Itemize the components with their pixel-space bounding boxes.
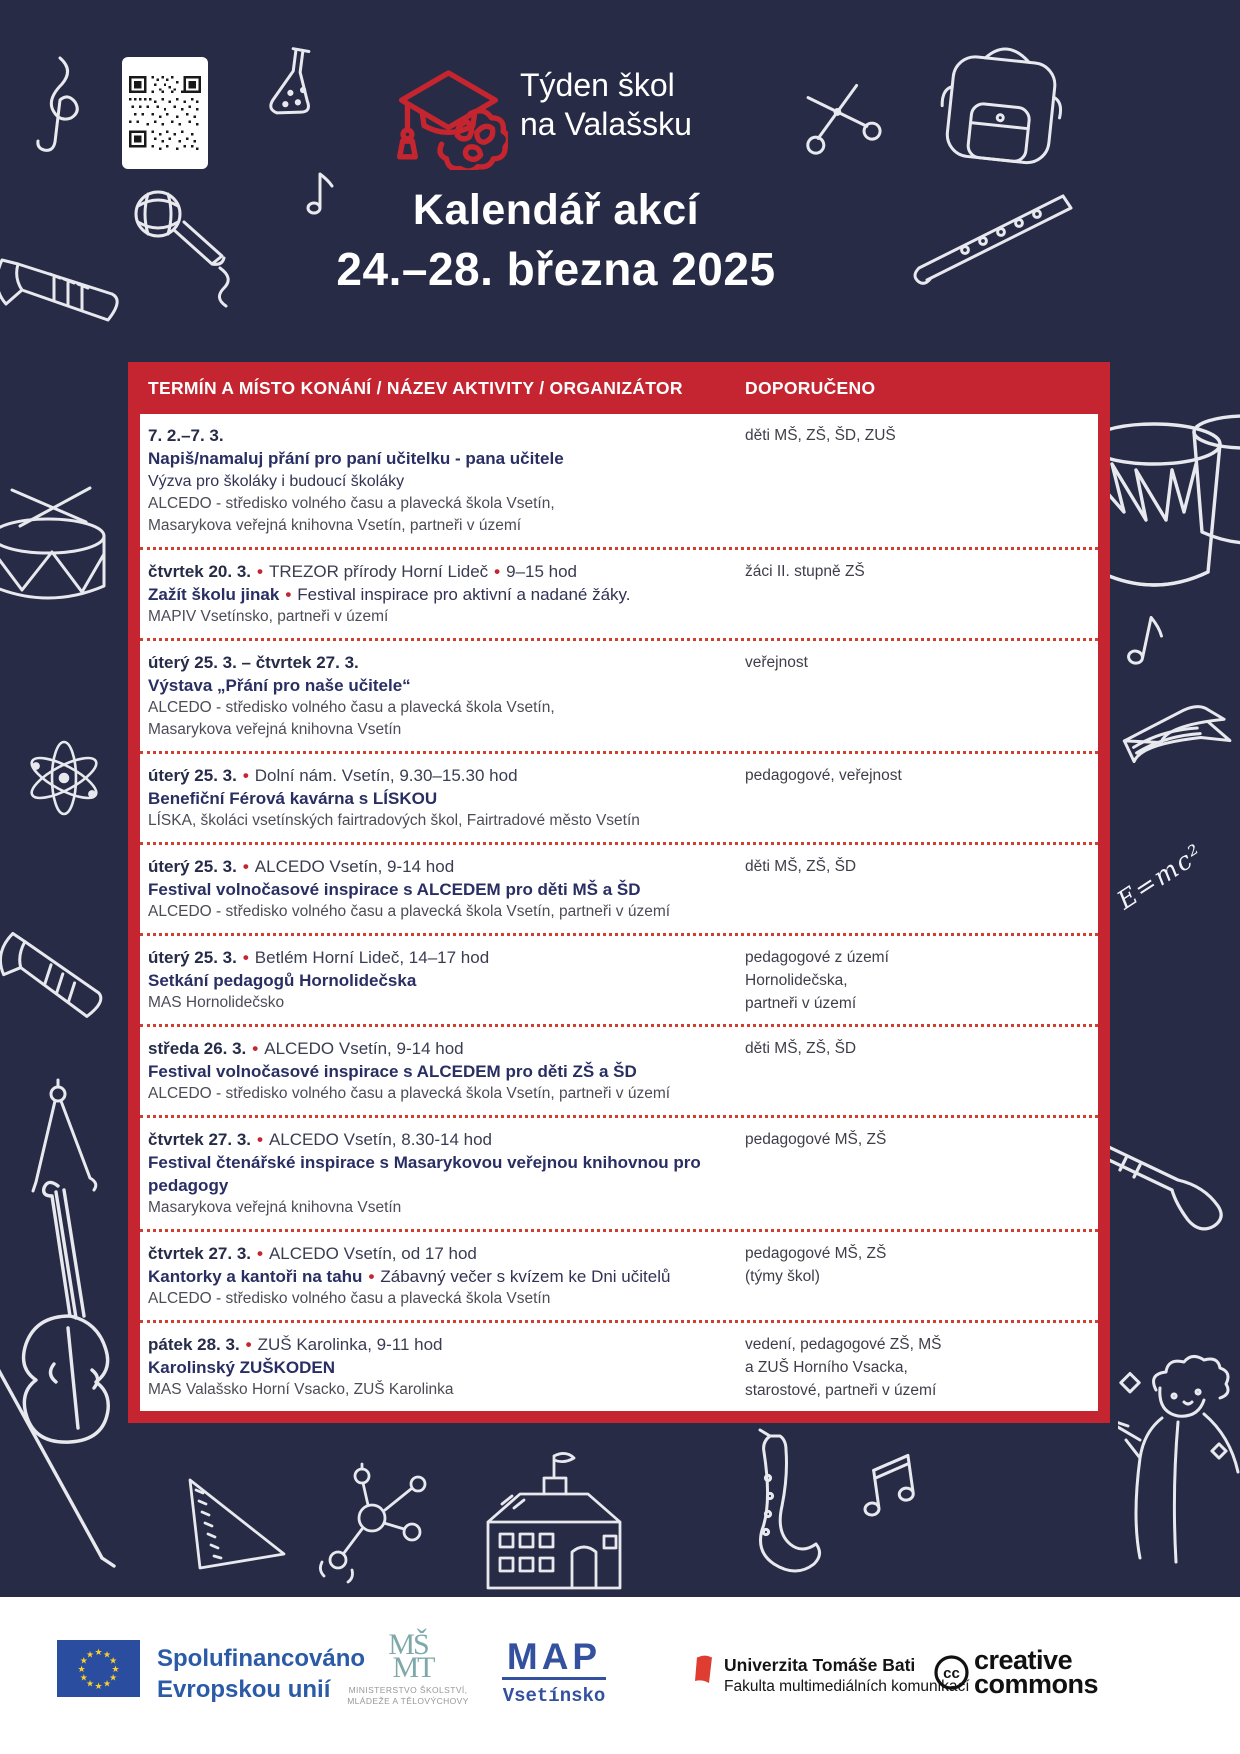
eu-label-line2: Evropskou unií (157, 1676, 331, 1703)
event-recommended (745, 424, 1098, 447)
msmt-logo (343, 1628, 473, 1707)
event-title: Karolinský ZUŠKODEN (148, 1358, 336, 1377)
event-organizer: LÍSKA, školáci vsetínských fairtradových škol, Fairtradové město Vsetín (148, 812, 640, 829)
event-recommended-line: vedení, pedagogové ZŠ, MŠ (745, 1336, 942, 1353)
svg-text:★: ★ (111, 1665, 120, 1675)
svg-text:★: ★ (94, 1648, 103, 1658)
qr-code (122, 57, 208, 169)
violin-with-bow-icon (0, 1178, 137, 1578)
event-title: Zažít školu jinak (148, 585, 280, 604)
map-acronym: MAP (506, 1636, 602, 1677)
msmt-monogram (343, 1628, 473, 1684)
event-date: úterý 25. 3. – čtvrtek 27. 3. (148, 653, 359, 672)
svg-text:★: ★ (94, 1682, 103, 1692)
event-title: Festival volnočasové inspirace s ALCEDEM pro děti MŠ a ŠD (148, 880, 641, 899)
event-title-line (148, 1060, 726, 1083)
event-recommended (745, 855, 1098, 878)
emc2-formula: E=mc² (1111, 837, 1210, 916)
event-title-line (148, 787, 726, 810)
event-left-column (148, 946, 726, 1014)
event-row (140, 547, 1098, 638)
creative-commons-logo (933, 1645, 1099, 1699)
events-table (128, 362, 1110, 1423)
event-recommended (745, 1128, 1098, 1151)
utb-line2: Fakulta multimediálních komunikací (724, 1678, 970, 1695)
event-left-column (148, 1128, 726, 1219)
event-date-line (148, 1333, 726, 1356)
msmt-caption: MINISTERSTVO ŠKOLSTVÍ, MLÁDEŽE A TĚLOVÝCHOVY (347, 1685, 469, 1706)
table-body (140, 414, 1098, 1411)
conductor-figure-icon (1118, 1330, 1240, 1595)
event-row (140, 751, 1098, 842)
event-location: ALCEDO Vsetín, 9-14 hod (264, 1039, 464, 1058)
event-title-line (148, 1265, 726, 1288)
utb-line1: Univerzita Tomáše Bati (724, 1655, 916, 1675)
event-title-suffix: Festival inspirace pro aktivní a nadané žáky. (297, 585, 631, 604)
event-organizer: ALCEDO - středisko volného času a plavecká škola Vsetín, (148, 495, 555, 512)
event-organizer: MAPIV Vsetínsko, partneři v území (148, 608, 389, 625)
event-title: Kantorky a kantoři na tahu (148, 1267, 363, 1286)
event-left-column (148, 424, 726, 537)
event-recommended-line: pedagogové, veřejnost (745, 767, 902, 784)
event-date-line (148, 651, 726, 674)
cc-wordmark: creative commons (974, 1645, 1099, 1699)
event-subtitle: Výzva pro školáky i budoucí školáky (148, 473, 405, 490)
event-organizer: ALCEDO - středisko volného času a plavecká škola Vsetín, partneři v území (148, 903, 671, 920)
title-line1: Kalendář akcí (412, 186, 700, 234)
event-organizer: Masarykova veřejná knihovna Vsetín (148, 1199, 402, 1216)
event-recommended-line: Hornolidečska, (745, 972, 848, 989)
map-vsetinsko-logo (500, 1636, 608, 1707)
event-left-column (148, 1242, 726, 1310)
svg-text:★: ★ (102, 1679, 112, 1690)
event-recommended-line: a ZUŠ Horního Vsacka, (745, 1359, 908, 1376)
bullet-separator: • (257, 562, 263, 581)
event-row (140, 638, 1098, 751)
event-recommended-line: děti MŠ, ZŠ, ŠD, ZUŠ (745, 427, 896, 444)
cc-badge-icon (933, 1654, 970, 1691)
svg-text:★: ★ (85, 1650, 95, 1661)
event-location: ZUŠ Karolinka, 9-11 hod (257, 1335, 443, 1354)
atom-icon (22, 736, 106, 820)
event-location: Dolní nám. Vsetín, 9.30–15.30 hod (254, 766, 518, 785)
event-recommended (745, 1242, 1098, 1288)
event-title-line (148, 969, 726, 992)
event-title-line (148, 583, 726, 606)
event-date-line (148, 560, 726, 583)
eu-flag-icon (57, 1640, 140, 1697)
book-icon (1112, 698, 1240, 794)
event-title: Benefiční Férová kavárna s LÍSKOU (148, 789, 438, 808)
event-row (140, 1229, 1098, 1320)
svg-text:★: ★ (85, 1679, 95, 1690)
event-recommended-line: děti MŠ, ZŠ, ŠD (745, 858, 857, 875)
molecule-icon (308, 1462, 438, 1592)
event-date: úterý 25. 3. (148, 948, 237, 967)
scissors-icon (798, 80, 886, 156)
svg-text:★: ★ (79, 1673, 88, 1684)
event-date-line (148, 424, 726, 447)
saxophone-icon (726, 1426, 836, 1594)
flask-icon (258, 42, 336, 138)
graduation-cap-flower-icon (386, 50, 508, 170)
event-row (140, 1024, 1098, 1115)
event-date: úterý 25. 3. (148, 766, 237, 785)
event-recommended-line: pedagogové MŠ, ZŠ (745, 1245, 887, 1262)
event-date-line (148, 1037, 726, 1060)
event-recommended-line: žáci II. stupně ZŠ (745, 563, 865, 580)
event-title-line (148, 1356, 726, 1379)
event-recommended-line: starostové, partneři v území (745, 1382, 937, 1399)
event-title-line (148, 1151, 726, 1197)
bullet-separator: • (368, 1267, 375, 1286)
event-date-line (148, 1128, 726, 1151)
event-title: Festival volnočasové inspirace s ALCEDEM pro děti ZŠ a ŠD (148, 1062, 637, 1081)
event-organizer: ALCEDO - středisko volného času a plavecká škola Vsetín, (148, 699, 555, 716)
event-recommended-line: pedagogové MŠ, ZŠ (745, 1131, 887, 1148)
event-recommended-line: veřejnost (745, 654, 808, 671)
bullet-separator: • (242, 766, 249, 785)
eu-label-line1: Spolufinancováno (157, 1645, 366, 1672)
event-title: Napiš/namaluj přání pro paní učitelku - pana učitele (148, 449, 564, 468)
school-building-icon (462, 1440, 647, 1595)
column-header-doporuceno: DOPORUČENO (745, 378, 876, 398)
msmt-monogram-bottom: MT (392, 1651, 434, 1684)
event-date: čtvrtek 20. 3. (148, 562, 252, 581)
brand-line2: na Valašsku (520, 106, 692, 142)
bullet-separator: • (257, 1130, 263, 1149)
event-row (140, 1115, 1098, 1229)
event-date: čtvrtek 27. 3. (148, 1244, 252, 1263)
event-location: Betlém Horní Lideč, 14–17 hod (254, 948, 490, 967)
qr-pattern (129, 66, 201, 160)
event-organizer: MAS Valašsko Horní Vsacko, ZUŠ Karolinka (148, 1381, 454, 1398)
music-notes-pair-icon (850, 1444, 934, 1528)
triangle-ruler-icon (176, 1472, 294, 1582)
event-recommended (745, 651, 1098, 674)
svg-text:cc: cc (943, 1664, 960, 1682)
utb-book-icon (693, 1654, 715, 1684)
utb-logo (693, 1654, 970, 1697)
bullet-separator: • (257, 1244, 263, 1263)
backpack-icon (935, 30, 1073, 172)
event-title-suffix: Zábavný večer s kvízem ke Dni učitelů (380, 1267, 671, 1286)
bullet-separator: • (285, 585, 292, 604)
event-date-line (148, 1242, 726, 1265)
bullet-separator: • (245, 1335, 252, 1354)
event-date: pátek 28. 3. (148, 1335, 240, 1354)
event-left-column (148, 560, 726, 628)
event-title-line (148, 878, 726, 901)
event-organizer: MAS Hornolidečsko (148, 994, 285, 1011)
svg-text:★: ★ (102, 1650, 112, 1661)
bullet-separator: • (252, 1039, 259, 1058)
event-recommended-line: partneři v území (745, 995, 857, 1012)
event-recommended (745, 1333, 1098, 1402)
event-recommended-line: děti MŠ, ZŠ, ŠD (745, 1040, 857, 1057)
event-date-line (148, 946, 726, 969)
footer-logo-strip (0, 1597, 1240, 1754)
event-left-column (148, 1333, 726, 1401)
event-location: ALCEDO Vsetín, 9-14 hod (254, 857, 455, 876)
event-recommended-line: (týmy škol) (745, 1268, 820, 1285)
event-recommended (745, 764, 1098, 787)
event-recommended (745, 1037, 1098, 1060)
event-title: Setkání pedagogů Hornolidečska (148, 971, 417, 990)
event-location: ALCEDO Vsetín, od 17 hod (268, 1244, 477, 1263)
bullet-separator: • (242, 857, 249, 876)
event-date-line (148, 855, 726, 878)
treble-clef-icon (26, 52, 92, 154)
event-row (140, 414, 1098, 547)
trumpet-lower-icon (0, 912, 115, 1037)
title-line2: 24.–28. března 2025 (336, 243, 776, 295)
event-organizer: ALCEDO - středisko volného času a plavecká škola Vsetín (148, 1290, 551, 1307)
svg-text:★: ★ (79, 1656, 88, 1667)
event-date: středa 26. 3. (148, 1039, 247, 1058)
event-date: čtvrtek 27. 3. (148, 1130, 252, 1149)
event-title: Festival čtenářské inspirace s Masarykovou veřejnou knihovnou pro pedagogy (148, 1153, 701, 1195)
event-row (140, 842, 1098, 933)
event-date: 7. 2.–7. 3. (148, 426, 224, 445)
bullet-separator: • (242, 948, 249, 967)
bullet-separator: • (494, 562, 501, 581)
eu-cofunding-label (157, 1643, 365, 1705)
event-recommended (745, 946, 1098, 1015)
event-location: ALCEDO Vsetín, 8.30-14 hod (268, 1130, 492, 1149)
event-left-column (148, 651, 726, 741)
music-note-right-icon (1122, 606, 1180, 678)
map-underline (502, 1677, 606, 1680)
event-date: úterý 25. 3. (148, 857, 237, 876)
event-row (140, 933, 1098, 1024)
event-location: TREZOR přírody Horní Lideč (268, 562, 489, 581)
event-title-line (148, 674, 726, 697)
msmt-monogram-top: MŠ (388, 1628, 428, 1661)
event-organizer: ALCEDO - středisko volného času a plavecká škola Vsetín, partneři v území (148, 1085, 671, 1102)
brand-logo (386, 50, 692, 170)
event-left-column (148, 855, 726, 923)
event-title-line (148, 447, 726, 470)
svg-text:★: ★ (109, 1673, 118, 1684)
event-row (140, 1320, 1098, 1411)
event-date-line (148, 764, 726, 787)
column-header-termin: TERMÍN A MÍSTO KONÁNÍ / NÁZEV AKTIVITY / ORGANIZÁTOR (148, 378, 683, 398)
event-location: 9–15 hod (506, 562, 578, 581)
brand-wordmark (520, 66, 692, 170)
drum-with-sticks-icon (0, 478, 122, 618)
event-left-column (148, 1037, 726, 1105)
event-recommended-line: pedagogové z území (745, 949, 889, 966)
page-title (0, 186, 1112, 296)
event-organizer: Masarykova veřejná knihovna Vsetín (148, 721, 402, 738)
svg-text:★: ★ (77, 1665, 86, 1675)
event-left-column (148, 764, 726, 832)
brand-line1: Týden škol (520, 67, 675, 103)
event-organizer: Masarykova veřejná knihovna Vsetín, partneři v území (148, 517, 522, 534)
map-region: Vsetínsko (502, 1685, 606, 1707)
event-recommended (745, 560, 1098, 583)
event-title: Výstava „Přání pro naše učitele“ (148, 676, 411, 695)
table-header (140, 362, 1098, 414)
svg-text:★: ★ (109, 1656, 118, 1667)
